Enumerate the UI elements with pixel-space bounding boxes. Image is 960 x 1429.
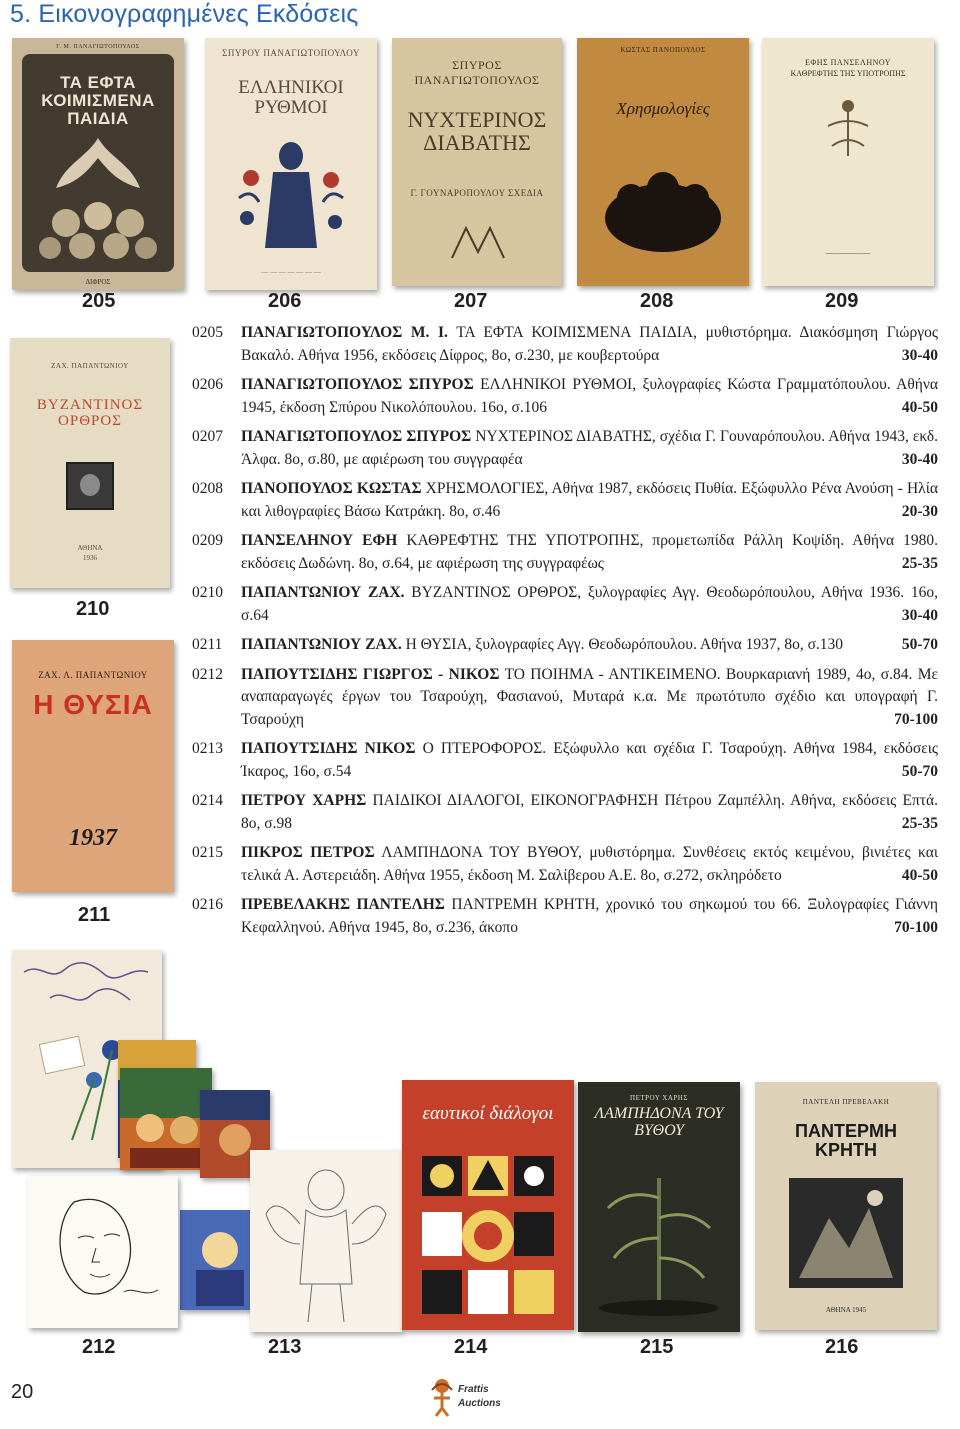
lot-listing (192, 322, 938, 946)
lot-0214 (192, 790, 938, 835)
frattis-logo-icon (428, 1374, 528, 1418)
lot-code: 0214 (192, 792, 223, 809)
page-number: 20 (11, 1381, 34, 1403)
caption-206: 206 (268, 290, 302, 312)
book-cover-205 (12, 38, 184, 290)
lot-author: ΠΑΠΑΝΤΩΝΙΟΥ ΖΑΧ. (241, 584, 405, 601)
lot-code: 0212 (192, 665, 223, 683)
face-sketch (34, 1182, 172, 1322)
lot-author: ΠΑΠΑΝΤΩΝΙΟΥ ΖΑΧ. (241, 636, 402, 653)
lot-price: 70-100 (894, 918, 938, 936)
cover-title: ΒΥΖΑΝΤΙΝΟΣ ΟΡΘΡΟΣ (36, 397, 144, 429)
cover-author: ΠΕΤΡΟΥ ΧΑΡΗΣ (630, 1094, 688, 1102)
book-cover-210 (10, 338, 170, 588)
lot-price: 70-100 (894, 710, 938, 728)
cover-line-drawing (256, 1154, 396, 1328)
cover-handwriting (20, 958, 154, 1018)
book-cover-216 (755, 1082, 937, 1330)
lot-price: 30-40 (901, 346, 938, 364)
book-cover-208 (577, 38, 749, 286)
lot-description: ΧΡΗΣΜΟΛΟΓΙΕΣ, Αθήνα 1987, εκδόσεις Πυθία. Εξώφυλλο Ρένα Ανούση - Ηλία και λιθογραφίες Βάσω Κατράκη. 8ο, σ.46 (241, 480, 938, 520)
cover-title: ΤΑ ΕΦΤΑ ΚΟΙΜΙΣΜΕΝΑ ΠΑΙΔΙΑ (41, 73, 155, 128)
cover-year: 1936 (83, 554, 97, 562)
lot-price: 20-30 (901, 502, 938, 520)
cover-illustration (588, 1158, 730, 1318)
artwork-collage-213 (120, 1068, 212, 1170)
cover-title: Η ΘΥΣΙΑ (33, 689, 153, 720)
caption-210: 210 (76, 598, 110, 620)
cover-year: ΑΘΗΝΑ 1945 (825, 1306, 867, 1314)
caption-208: 208 (640, 290, 674, 312)
cover-author: ΠΑΝΤΕΛΗ ΠΡΕΒΕΛΑΚΗ (802, 1098, 890, 1106)
lot-author: ΠΑΝΣΕΛΗΝΟΥ ΕΦΗ (241, 532, 398, 549)
caption-207: 207 (454, 290, 488, 312)
lot-author: ΠΡΕΒΕΛΑΚΗΣ ΠΑΝΤΕΛΗΣ (241, 896, 445, 913)
lot-author: ΠΑΝΑΓΙΩΤΟΠΟΥΛΟΣ ΣΠΥΡΟΣ (241, 376, 474, 393)
cover-illustration (26, 128, 170, 268)
cover-title: ΠΑΝΤΕΡΜΗ ΚΡΗΤΗ (795, 1121, 897, 1160)
lot-price: 40-50 (901, 398, 938, 416)
lot-price: 30-40 (901, 606, 938, 624)
lot-code: 0213 (192, 740, 223, 757)
caption-213: 213 (268, 1336, 302, 1358)
lot-code: 0205 (192, 324, 223, 341)
lot-description: Η ΘΥΣΙΑ, ξυλογραφίες Αγγ. Θεοδωρόπουλου. Αθήνα 1937, 8ο, σ.130 (405, 636, 844, 653)
cover-title: ΝΥΧΤΕΡΙΝΟΣ ΔΙΑΒΑΤΗΣ (407, 107, 547, 156)
lot-price: 30-40 (901, 450, 938, 468)
book-cover-209: ΕΦΗΣ ΠΑΝΣΕΛΗΝΟΥ ΚΑΘΡΕΦΤΗΣ ΤΗΣ ΥΠΟΤΡΟΠΗΣ ───────── (762, 38, 934, 286)
cover-woodcut (789, 1178, 903, 1288)
lot-0207 (192, 426, 938, 471)
lot-0216 (192, 894, 938, 939)
lot-description: ΕΛΛΗΝΙΚΟΙ ΡΥΘΜΟΙ, ξυλογραφίες Κώστα Γραμματόπουλου. Αθήνα 1945, έκδοση Σπύρου Νικολόπουλου. 16ο, σ.106 (241, 376, 938, 416)
cover-author: ΕΦΗΣ ΠΑΝΣΕΛΗΝΟΥ (804, 58, 892, 67)
cover-author: Γ. Μ. ΠΑΝΑΓΙΩΤΟΠΟΥΛΟΣ (56, 44, 140, 50)
lot-code: 0210 (192, 584, 223, 601)
caption-211: 211 (78, 904, 111, 926)
lot-0205 (192, 322, 938, 367)
lot-0206 (192, 374, 938, 419)
cover-title: ΛΑΜΠΗΔΟΝΑ ΤΟΥ ΒΥΘΟΥ (594, 1105, 724, 1139)
book-cover-215 (578, 1082, 740, 1332)
lot-description: ΒΥΖΑΝΤΙΝΟΣ ΟΡΘΡΟΣ, ξυλογραφίες Αγγ. Θεοδωρόπουλου, Αθήνα 1936. 16ο, σ.64 (241, 584, 939, 624)
logo-line2: Auctions (458, 1398, 501, 1409)
cover-year: 1937 (69, 825, 117, 851)
lot-author: ΠΑΠΟΥΤΣΙΔΗΣ ΝΙΚΟΣ (241, 740, 416, 757)
lot-0210 (192, 582, 938, 627)
cover-illustration (416, 1150, 560, 1320)
caption-209: 209 (825, 290, 859, 312)
book-cover-211 (12, 640, 174, 892)
caption-212: 212 (82, 1336, 116, 1358)
book-cover-206: ΣΠΥΡΟΥ ΠΑΝΑΓΙΩΤΟΠΟΥΛΟΥ ΕΛΛΗΝΙΚΟΙ ΡΥΘΜΟΙ — — — — — — — (205, 38, 377, 290)
artwork-collage-sketch (28, 1176, 178, 1328)
lot-price: 50-70 (901, 762, 938, 780)
lot-author: ΠΙΚΡΟΣ ΠΕΤΡΟΣ (241, 844, 375, 861)
cover-author: ΣΠΥΡΟΣ ΠΑΝΑΓΙΩΤΟΠΟΥΛΟΣ (414, 58, 540, 87)
book-cover-214 (402, 1080, 574, 1330)
cover-subtitle: Γ. ΓΟΥΝΑΡΟΠΟΥΛΟΥ ΣΧΕΔΙΑ (410, 188, 544, 198)
lot-code: 0211 (192, 636, 223, 653)
lot-description: Ο ΠΤΕΡΟΦΟΡΟΣ. Εξώφυλλο και σχέδια Γ. Τσαρούχη. Αθήνα 1984, εκδόσεις Ίκαρος, 16ο, σ.54 (241, 740, 939, 780)
lot-0208 (192, 478, 938, 523)
lot-code: 0208 (192, 480, 223, 497)
cover-illustration (233, 138, 349, 258)
lot-description: ΝΥΧΤΕΡΙΝΟΣ ΔΙΑΒΑΤΗΣ, σχέδια Γ. Γουναρόπουλου. Αθήνα 1943, εκδ. Άλφα. 8ο, σ.80, με αφιέρωση του συγγραφέα (241, 428, 939, 468)
caption-214: 214 (454, 1336, 488, 1358)
cover-author: ΖΑΧ. Λ. ΠΑΠΑΝΤΩΝΙΟΥ (38, 670, 148, 680)
cover-place: ΑΘΗΝΑ (77, 544, 103, 552)
caption-216: 216 (825, 1336, 859, 1358)
lot-description: ΚΑΘΡΕΦΤΗΣ ΤΗΣ ΥΠΟΤΡΟΠΗΣ, προμετωπίδα Ράλλη Κοψίδη. Αθήνα 1980. εκδόσεις Δωδώνη. 8ο, σ.64, με αφιέρωση της συγγραφέως (241, 532, 939, 572)
cover-title: ΚΑΘΡΕΦΤΗΣ ΤΗΣ ΥΠΟΤΡΟΠΗΣ (790, 69, 906, 78)
lot-description: ΠΑΙΔΙΚΟΙ ΔΙΑΛΟΓΟΙ, ΕΙΚΟΝΟΓΡΑΦΗΣΗ Πέτρου Ζαμπέλλη. Αθήνα, εκδόσεις Επτά. 8ο, σ.98 (241, 792, 939, 832)
lot-author: ΠΑΝΟΠΟΥΛΟΣ ΚΩΣΤΑΣ (241, 480, 422, 497)
cover-illustration (448, 222, 508, 262)
lot-price: 25-35 (901, 554, 938, 572)
cover-title: Χρησμολογίες (616, 99, 710, 118)
lot-author: ΠΑΠΟΥΤΣΙΔΗΣ ΓΙΩΡΓΟΣ - ΝΙΚΟΣ (241, 665, 500, 683)
cover-author: ΚΩΣΤΑΣ ΠΑΝΟΠΟΥΛΟΣ (620, 46, 706, 54)
lot-author: ΠΑΝΑΓΙΩΤΟΠΟΥΛΟΣ Μ. Ι. (241, 324, 448, 341)
section-title: 5. Εικονογραφημένες Εκδόσεις (10, 0, 359, 28)
cover-illustration (601, 158, 725, 258)
lot-description: ΠΑΝΤΡΕΜΗ ΚΡΗΤΗ, χρονικό του σηκωμού του 66. Ξυλογραφίες Γιάννη Κεφαλληνού. Αθήνα 1945, 8ο, σ.236, άκοπο (241, 896, 938, 936)
cover-author: ΣΠΥΡΟΥ ΠΑΝΑΓΙΩΤΟΠΟΥΛΟΥ (222, 48, 360, 58)
cover-illustration (818, 96, 878, 166)
lot-author: ΠΑΝΑΓΙΩΤΟΠΟΥΛΟΣ ΣΠΥΡΟΣ (241, 428, 472, 445)
logo-line1: Frattis (458, 1384, 489, 1395)
lot-0213 (192, 738, 938, 783)
lot-price: 40-50 (901, 866, 938, 884)
artwork-collage-blue (180, 1210, 260, 1310)
lot-price: 25-35 (901, 814, 938, 832)
lot-code: 0215 (192, 844, 223, 861)
book-cover-207 (392, 38, 562, 286)
lot-0211 (192, 634, 938, 657)
lot-0212 (192, 664, 938, 732)
lot-price: 50-70 (901, 636, 938, 653)
book-cover-213 (250, 1150, 402, 1332)
lot-description: ΛΑΜΠΗΔΟΝΑ ΤΟΥ ΒΥΘΟΥ, μυθιστόρημα. Συνθέσεις εκτός κειμένου, βινιέτες και τελικά Α. Αστερειάδη. Αθήνα 1955, έκδοση Μ. Σαλίβερου Α.Ε. 8ο, σ.272, σκληρόδετο (241, 844, 938, 884)
lot-code: 0209 (192, 532, 223, 549)
lot-code: 0207 (192, 428, 223, 445)
caption-205: 205 (82, 290, 116, 312)
lot-description: ΤΑ ΕΦΤΑ ΚΟΙΜΙΣΜΕΝΑ ΠΑΙΔΙΑ, μυθιστόρημα. Διακόσμηση Γιώργος Βακαλό. Αθήνα 1956, εκδόσεις Δίφρος, 8ο, σ.230, με κουβερτούρα (241, 324, 938, 364)
caption-215: 215 (640, 1336, 674, 1358)
lot-0215 (192, 842, 938, 887)
lot-code: 0206 (192, 376, 223, 393)
cover-publisher: ΔΙΦΡΟΣ (85, 278, 111, 286)
lot-description: ΤΟ ΠΟΙΗΜΑ - ΑΝΤΙΚΕΙΜΕΝΟ. Βουρκαριανή 1989, 4ο, σ.84. Με αναπαραγωγές έργων του Τσαρούχη, Φασιανού, Μυταρά κ.α. Με πρωτότυπο σχέδιο και υπογραφή Γ. Τσαρούχη (241, 665, 938, 728)
cover-woodcut (66, 462, 114, 510)
lot-code: 0216 (192, 896, 223, 913)
cover-title: εαυτικοί διάλογοι (422, 1103, 554, 1124)
lot-author: ΠΕΤΡΟΥ ΧΑΡΗΣ (241, 792, 367, 809)
cover-author: ΖΑΧ. ΠΑΠΑΝΤΩΝΙΟΥ (51, 362, 129, 370)
cover-title: ΕΛΛΗΝΙΚΟΙ ΡΥΘΜΟΙ (238, 77, 344, 118)
lot-0209 (192, 530, 938, 575)
